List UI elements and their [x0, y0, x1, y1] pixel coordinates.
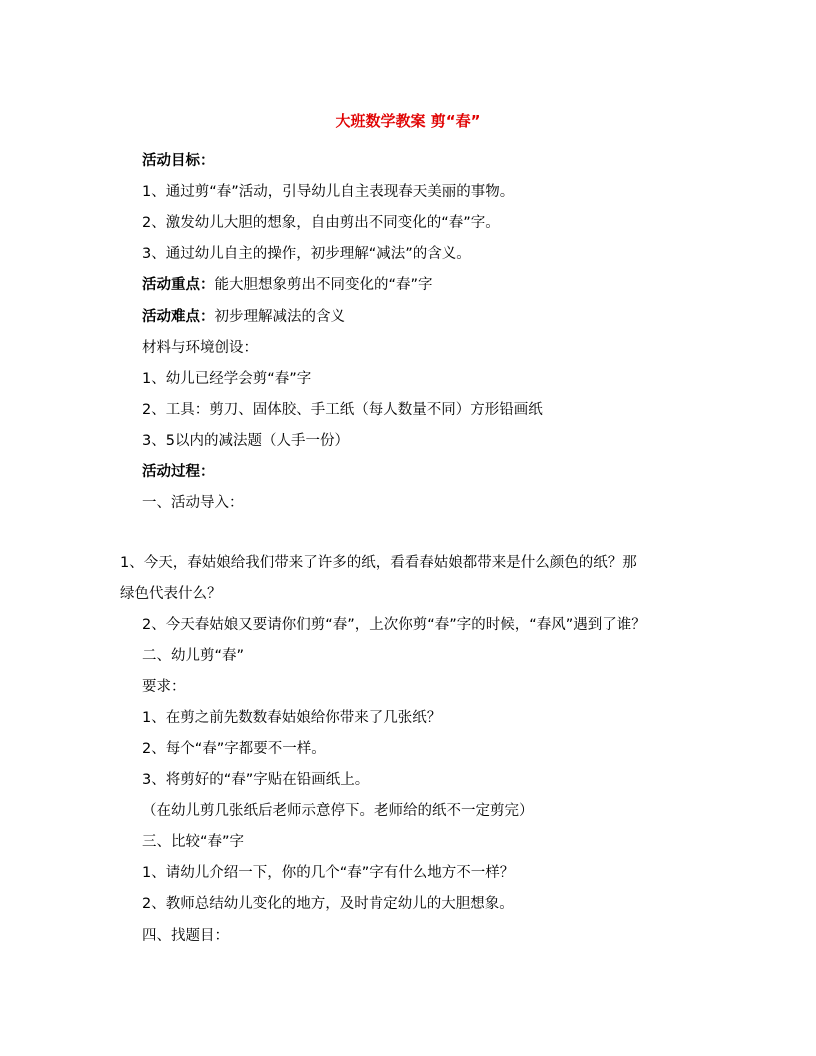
difficulty-text: 初步理解减法的含义 [214, 309, 345, 325]
section2-note: （在幼儿剪几张纸后老师示意停下。老师给的纸不一定剪完） [142, 803, 534, 819]
section3-item: 1、请幼儿介绍一下，你的几个“春”字有什么地方不一样？ [142, 865, 515, 881]
section3-item: 2、教师总结幼儿变化的地方，及时肯定幼儿的大胆想象。 [142, 896, 514, 912]
document-title: 大班数学教案 剪“春” [335, 112, 481, 130]
process-heading: 活动过程： [142, 464, 215, 480]
section3-heading: 三、比较“春”字 [142, 834, 245, 850]
section1-item1-line2: 绿色代表什么？ [120, 586, 222, 602]
goal-item: 1、通过剪“春”活动，引导幼儿自主表现春天美丽的事物。 [142, 184, 515, 200]
section4-heading: 四、找题目： [142, 928, 229, 944]
material-item: 1、幼儿已经学会剪“春”字 [142, 371, 312, 387]
section1-item2: 2、今天春姑娘又要请你们剪“春”，上次你剪“春”字的时候，“春风”遇到了谁？ [142, 617, 646, 633]
requirement-item: 1、在剪之前先数数春姑娘给你带来了几张纸？ [142, 710, 442, 726]
difficulty-line [142, 306, 345, 328]
requirement-item: 2、每个“春”字都要不一样。 [142, 741, 326, 757]
key-point-text: 能大胆想象剪出不同变化的“春”字 [214, 277, 433, 293]
requirement-item: 3、将剪好的“春”字贴在铅画纸上。 [142, 772, 370, 788]
material-item: 2、工具：剪刀、固体胶、手工纸（每人数量不同）方形铅画纸 [142, 402, 543, 418]
goals-heading: 活动目标： [142, 153, 215, 169]
key-point-line [142, 274, 433, 296]
key-point-label: 活动重点： [142, 277, 215, 293]
section1-heading: 一、活动导入： [142, 495, 244, 511]
difficulty-label: 活动难点： [142, 309, 215, 325]
goal-item: 3、通过幼儿自主的操作，初步理解“减法”的含义。 [142, 246, 471, 262]
material-item: 3、5以内的减法题（人手一份） [142, 433, 349, 449]
section2-heading: 二、幼儿剪“春” [142, 648, 245, 664]
section1-item1-line1: 1、今天，春姑娘给我们带来了许多的纸，看看春姑娘都带来是什么颜色的纸？那 [120, 555, 637, 571]
goal-item: 2、激发幼儿大胆的想象，自由剪出不同变化的“春”字。 [142, 215, 500, 231]
materials-heading: 材料与环境创设： [142, 340, 258, 356]
requirements-label: 要求： [142, 679, 186, 695]
